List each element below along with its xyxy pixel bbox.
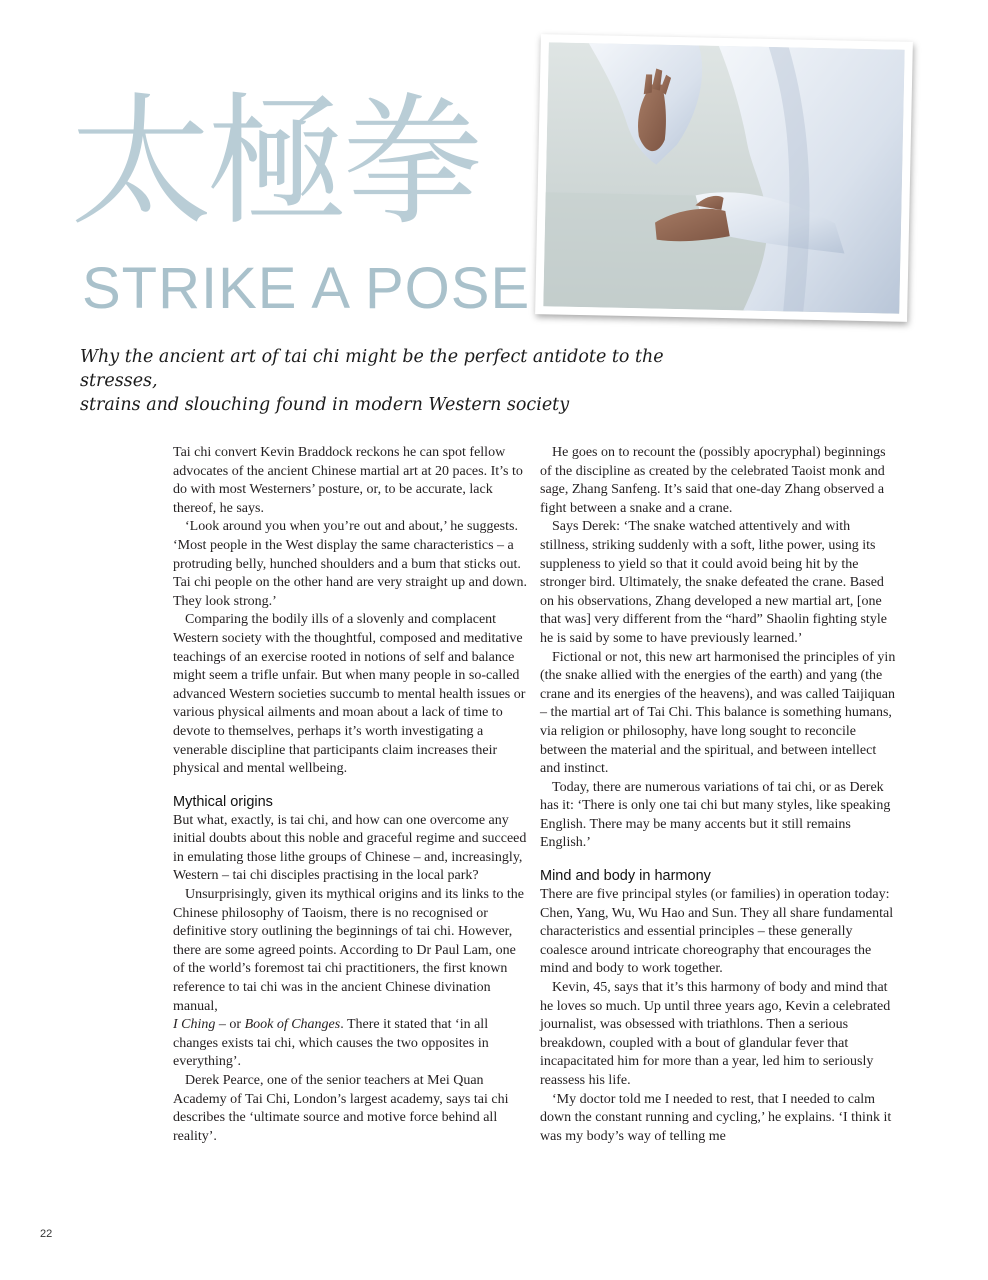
paragraph: Kevin, 45, says that it’s this harmony of body and mind that he loves so much. Up until three years ago, Kevin a celebrated journalist, was obsessed with triathlons. Then a serious breakdown, coupled with a bout of glandular fever that incapacitated him for more than a year, led him to seriously reassess his life. — [540, 980, 891, 1088]
paragraph: Says Derek: ‘The snake watched attentively and with stillness, striking suddenly with a soft, lithe power, using its suppleness to yield so that it could avoid being hit by the stronger bird. Ultimately, the snake defeated the crane. Based on his observations, Zhang developed a new martial art, [one that was] very different from the “hard” Shaolin fighting style he is said by some to have previously learned.’ — [540, 519, 887, 646]
book-title-i-ching: I Ching — [173, 1017, 216, 1033]
page-number: 22 — [40, 1228, 53, 1240]
paragraph — [173, 886, 529, 1072]
chinese-title-characters: 太極拳 — [70, 80, 478, 245]
tai-chi-hands-image — [543, 42, 904, 313]
paragraph: Fictional or not, this new art harmonised the principles of yin (the snake allied with the energies of the earth) and yang (the crane and its energies of the heavens), and was called Taijiquan – the martial art of Tai Chi. This balance is something humans, via religion or philosophy, have long sought to reconcile between the material and the spiritual, and between intellect and instinct. — [540, 649, 896, 777]
standfirst-line-1: Why the ancient art of tai chi might be the perfect antidote to the stresses, — [80, 347, 664, 391]
paragraph: He goes on to recount the (possibly apocryphal) beginnings of the discipline as created by the celebrated Taoist monk and sage, Zhang Sanfeng. It’s said that one-day Zhang observed a fight between a snake and a crane. — [540, 445, 886, 516]
paragraph: Derek Pearce, one of the senior teachers at Mei Quan Academy of Tai Chi, London’s largest academy, says tai chi describes the ‘ultimate source and motive force behind all reality’. — [173, 1073, 509, 1144]
paragraph-text: Unsurprisingly, given its mythical origins and its links to the Chinese philosophy of Taoism, there is no recognised or definitive story outlining the beginnings of tai chi. However, there are some agreed points. According to Dr Paul Lam, one of the world’s foremost tai chi practitioners, the first known reference to tai chi was in the ancient Chinese divination manual, — [173, 887, 524, 1014]
section-heading-mind-and-body: Mind and body in harmony — [540, 868, 711, 885]
paragraph: Tai chi convert Kevin Braddock reckons he can spot fellow advocates of the ancient Chinese martial art at 20 paces. It’s to do with most Westerners’ posture, or, to be accurate, lack thereof, he says. — [173, 445, 523, 516]
paragraph: But what, exactly, is tai chi, and how can one overcome any initial doubts about this noble and graceful regime and succeed in emulating those lithe groups of Chinese – and, increasingly, Western – tai chi disciples practising in the local park? — [173, 812, 527, 884]
standfirst — [80, 345, 700, 417]
page-title: STRIKE A POSE — [82, 256, 531, 321]
section-heading-mythical-origins: Mythical origins — [173, 793, 273, 810]
paragraph-text: – or — [215, 1017, 245, 1033]
tai-chi-photo — [535, 34, 913, 322]
right-column — [540, 444, 896, 1146]
paragraph: ‘Look around you when you’re out and about,’ he suggests. ‘Most people in the West display the same characteristics – a protruding belly, hunched shoulders and a bum that sticks out. Tai chi people on the other hand are very straight up and down. They look strong.’ — [173, 519, 527, 609]
paragraph: There are five principal styles (or families) in operation today: Chen, Yang, Wu, Wu Hao and Sun. They all share fundamental characteristics and essential principles – these generally coalesce around intricate choreography that encourages the mind and body to work together. — [540, 887, 894, 977]
paragraph: ‘My doctor told me I needed to rest, that I needed to calm down the constant running and cycling,’ he explains. ‘I think it was my body’s way of telling me — [540, 1091, 892, 1144]
standfirst-line-2: strains and slouching found in modern Western society — [80, 395, 570, 415]
left-column — [173, 444, 529, 1146]
paragraph: Today, there are numerous variations of tai chi, or as Derek has it: ‘There is only one tai chi but many styles, like speaking English. There may be many accents but it still remains English.’ — [540, 779, 891, 851]
paragraph-text: . There it stated that ‘in all changes exists tai chi, which causes the two opposites in everything’. — [173, 1017, 489, 1070]
paragraph: Comparing the bodily ills of a slovenly and complacent Western society with the thoughtful, composed and meditative teachings of an exercise rooted in notions of self and balance might seem a trifle unfair. But when many people in so-called advanced Western societies succumb to mental health issues or various physical ailments and moan about a lack of time to devote to themselves, perhaps it’s worth investigating a venerable discipline that participants claim increases their physical and mental wellbeing. — [173, 612, 526, 777]
book-title-book-of-changes: Book of Changes — [244, 1017, 341, 1033]
